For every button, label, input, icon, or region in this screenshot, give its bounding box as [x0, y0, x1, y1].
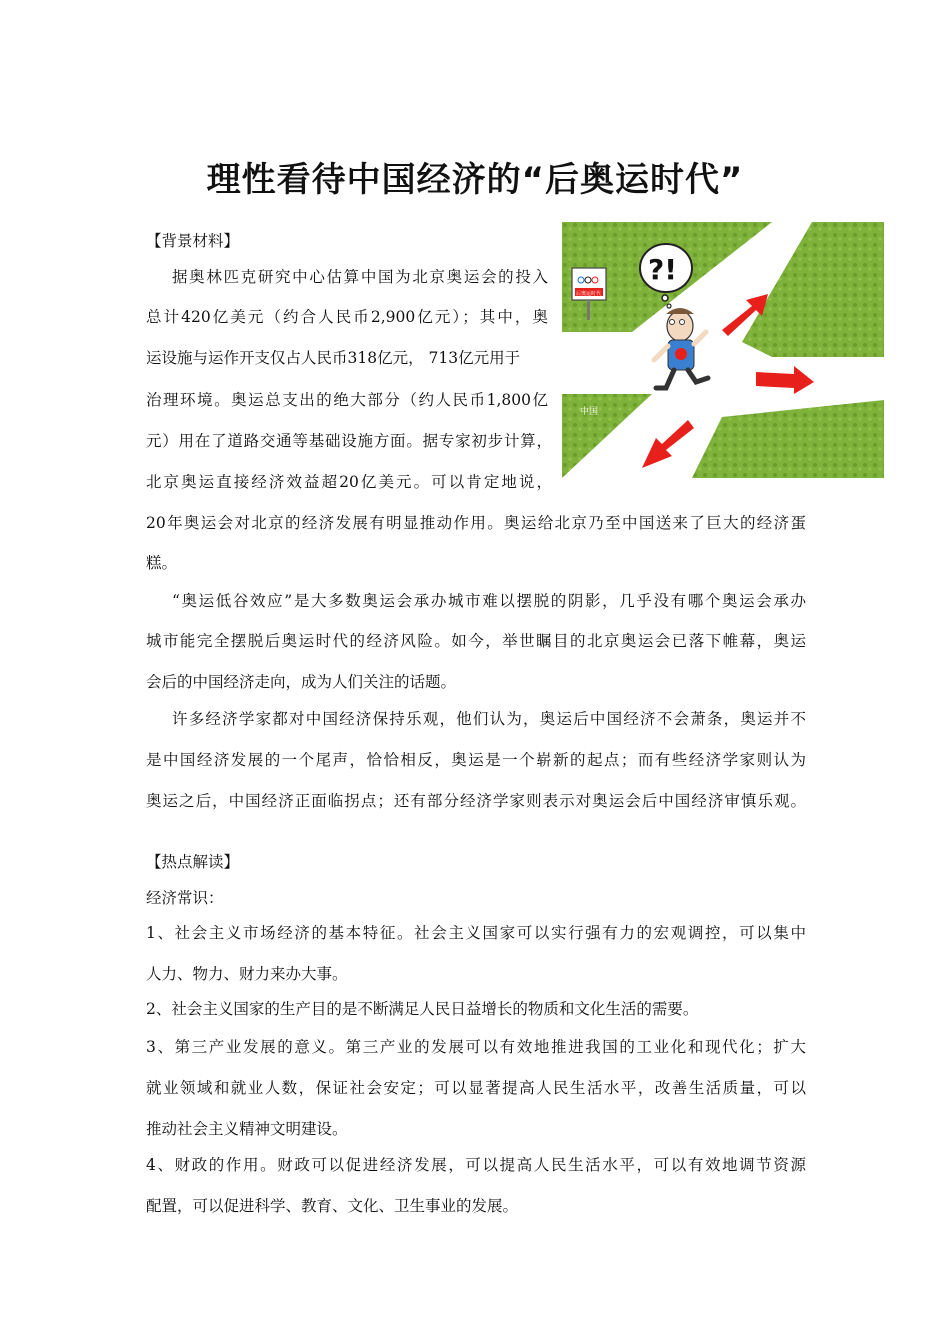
text-line: 据奥林匹克研究中心估算中国为北京奥运会的投入 — [172, 268, 548, 286]
list-item: 2、社会主义国家的生产目的是不断满足人民日益增长的物质和文化生活的需要。 — [146, 1000, 699, 1018]
cartoon-illustration — [562, 222, 884, 478]
econ-label: 经济常识： — [146, 889, 224, 907]
section-heading-background: 【背景材料】 — [146, 232, 240, 250]
list-item: 就业领域和就业人数，保证社会安定；可以显著提高人民生活水平，改善生活质量，可以 — [146, 1079, 806, 1097]
list-item: 4、财政的作用。财政可以促进经济发展，可以提高人民生活水平，可以有效地调节资源 — [146, 1156, 806, 1174]
text-line: 总计420亿美元（约合人民币2,900亿元）；其中，奥 — [146, 308, 548, 326]
page-title: 理性看待中国经济的“后奥运时代” — [206, 160, 744, 200]
ground-label: 中国 — [580, 407, 599, 417]
thought-text: ?! — [648, 253, 678, 286]
section-heading-hot: 【热点解读】 — [146, 853, 240, 871]
text-line: 运设施与运作开支仅占人民币318亿元， 713亿元用于 — [146, 349, 521, 367]
sign-text: 后奥运时代 — [576, 291, 602, 297]
text-line: 元）用在了道路交通等基础设施方面。据专家初步计算， — [146, 432, 552, 450]
list-item: 3、第三产业发展的意义。第三产业的发展可以有效地推进我国的工业化和现代化；扩大 — [146, 1038, 806, 1056]
text-line: 会后的中国经济走向，成为人们关注的话题。 — [146, 673, 457, 691]
text-line: 城市能完全摆脱后奥运时代的经济风险。如今，举世瞩目的北京奥运会已落下帷幕，奥运 — [146, 632, 806, 650]
list-item: 推动社会主义精神文明建设。 — [146, 1120, 348, 1138]
text-line: “奥运低谷效应”是大多数奥运会承办城市难以摆脱的阴影，几乎没有哪个奥运会承办 — [172, 592, 806, 610]
text-line: 治理环境。奥运总支出的绝大部分（约人民币1,800亿 — [146, 391, 548, 409]
text-line: 20年奥运会对北京的经济发展有明显推动作用。奥运给北京乃至中国送来了巨大的经济蛋 — [146, 514, 806, 532]
list-item: 1、社会主义市场经济的基本特征。社会主义国家可以实行强有力的宏观调控，可以集中 — [146, 924, 806, 942]
text-line: 许多经济学家都对中国经济保持乐观，他们认为，奥运后中国经济不会萧条，奥运并不 — [172, 710, 806, 728]
list-item: 人力、物力、财力来办大事。 — [146, 965, 348, 983]
text-line: 是中国经济发展的一个尾声，恰恰相反，奥运是一个崭新的起点；而有些经济学家则认为 — [146, 751, 806, 769]
text-line: 糕。 — [146, 554, 178, 572]
text-line: 奥运之后，中国经济正面临拐点；还有部分经济学家则表示对奥运会后中国经济审慎乐观。 — [146, 792, 806, 810]
text-line: 北京奥运直接经济效益超20亿美元。可以肯定地说， — [146, 473, 552, 491]
list-item: 配置，可以促进科学、教育、文化、卫生事业的发展。 — [146, 1197, 519, 1215]
